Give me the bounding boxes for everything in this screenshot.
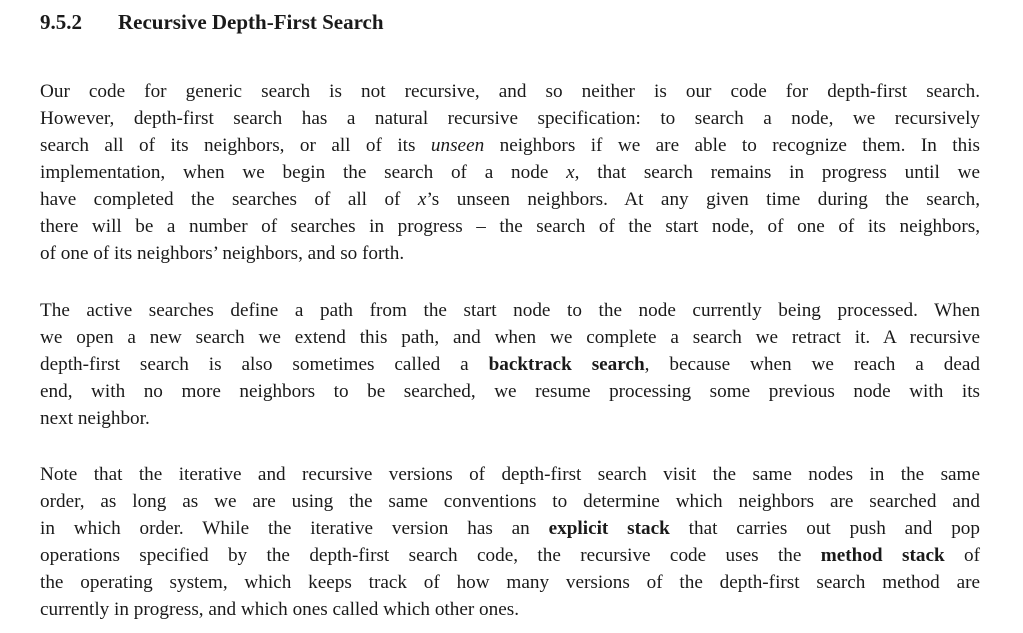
text-segment: Note that the iterative and recursive versions of depth-first search visit the same nodes in the same: [40, 464, 980, 485]
text-segment: neighbors if we are able to recognize them. In this: [484, 135, 980, 156]
paragraph-2: [40, 297, 980, 432]
text-segment: order, as long as we are using the same conventions to determine which neighbors are searched and: [40, 491, 980, 512]
text-segment: However, depth-first search has a natural recursive specification: to search a node, we recursively: [40, 108, 980, 129]
text-line: [40, 569, 980, 596]
text-line: [40, 159, 980, 186]
bold-term: method stack: [820, 545, 945, 566]
bold-term: explicit stack: [548, 518, 670, 539]
paragraph-3: [40, 461, 980, 623]
text-segment: that carries out push and pop: [669, 518, 980, 539]
text-line: [40, 297, 980, 324]
text-line: [40, 378, 980, 405]
text-line: [40, 186, 980, 213]
text-segment: operations specified by the depth-first search code, the recursive code uses the: [40, 545, 821, 566]
text-segment: search all of its neighbors, or all of its: [40, 135, 431, 156]
text-segment: of: [944, 545, 981, 566]
text-line: [40, 596, 980, 623]
text-segment: The active searches define a path from the start node to the node currently being processed. When: [40, 300, 980, 321]
text-segment: have completed the searches of all of: [40, 189, 418, 210]
italic-term: x: [566, 162, 575, 183]
text-segment: next neighbor.: [40, 408, 150, 429]
paragraph-1: [40, 78, 980, 267]
italic-term: x: [417, 189, 427, 210]
text-segment: Our code for generic search is not recursive, and so neither is our code for depth-first search.: [40, 81, 980, 102]
text-segment: depth-first search is also sometimes called a: [40, 354, 489, 375]
text-segment: the operating system, which keeps track of how many versions of the depth-first search method are: [40, 572, 980, 593]
section-title: Recursive Depth-First Search: [118, 10, 384, 34]
section-number: 9.5.2: [40, 10, 82, 34]
bold-term: backtrack search: [488, 354, 645, 375]
text-segment: we open a new search we extend this path, and when we complete a search we retract it. A recursive: [40, 327, 980, 348]
text-line: [40, 78, 980, 105]
text-line: [40, 324, 980, 351]
text-line: [40, 213, 980, 240]
text-segment: of one of its neighbors’ neighbors, and so forth.: [40, 243, 405, 264]
text-line: [40, 515, 980, 542]
text-segment: in which order. While the iterative version has an: [40, 518, 549, 539]
section-heading: [40, 9, 384, 35]
text-line: [40, 488, 980, 515]
text-segment: , because when we reach a dead: [644, 354, 980, 375]
text-line: [40, 240, 980, 267]
text-line: [40, 105, 980, 132]
text-line: [40, 351, 980, 378]
text-line: [40, 132, 980, 159]
text-line: [40, 542, 980, 569]
text-line: [40, 461, 980, 488]
text-segment: implementation, when we begin the search of a node: [40, 162, 567, 183]
italic-term: unseen: [430, 135, 485, 156]
text-segment: ’s unseen neighbors. At any given time during the search,: [426, 189, 980, 210]
text-line: [40, 405, 980, 432]
text-segment: there will be a number of searches in progress – the search of the start node, of one of its neighbors,: [40, 216, 980, 237]
text-segment: end, with no more neighbors to be searched, we resume processing some previous node with its: [40, 381, 980, 402]
text-segment: currently in progress, and which ones called which other ones.: [40, 599, 520, 620]
text-segment: , that search remains in progress until we: [574, 162, 980, 183]
